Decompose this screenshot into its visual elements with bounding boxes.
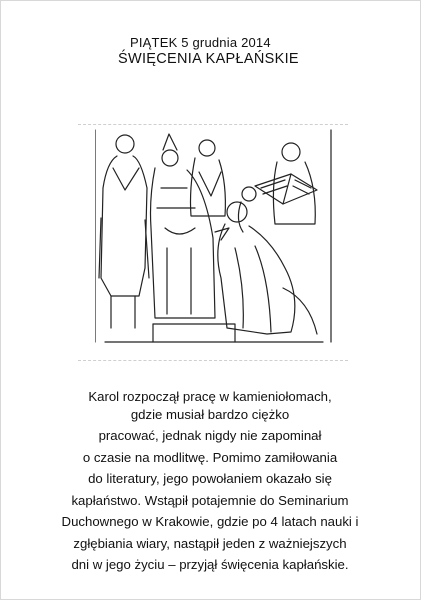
story-line: Karol rozpoczął pracę w kamieniołomach, [88, 389, 332, 404]
story-line: gdzie musiał bardzo ciężko [130, 406, 290, 422]
ordination-illustration [95, 128, 335, 358]
story-text [20, 388, 400, 574]
date-line: PIĄTEK 5 grudnia 2014 [130, 35, 271, 50]
divider-top [78, 124, 348, 125]
story-line: dni w jego życiu – przyjął święcenia kapłańskie. [71, 557, 349, 572]
page-title: ŚWIĘCENIA KAPŁAŃSKIE [118, 51, 299, 67]
story-line: do literatury, jego powołaniem okazało się [88, 471, 332, 486]
story-line: pracować, jednak nigdy nie zapominał [98, 428, 322, 443]
story-line: zgłębiania wiary, nastąpił jeden z ważniejszych [73, 535, 347, 551]
story-line: o czasie na modlitwę. Pomimo zamiłowania [82, 449, 338, 465]
divider-bottom [78, 360, 348, 361]
story-line: Duchownego w Krakowie, gdzie po 4 latach nauki i [61, 514, 359, 529]
story-line: kapłaństwo. Wstąpił potajemnie do Seminarium [71, 492, 349, 508]
